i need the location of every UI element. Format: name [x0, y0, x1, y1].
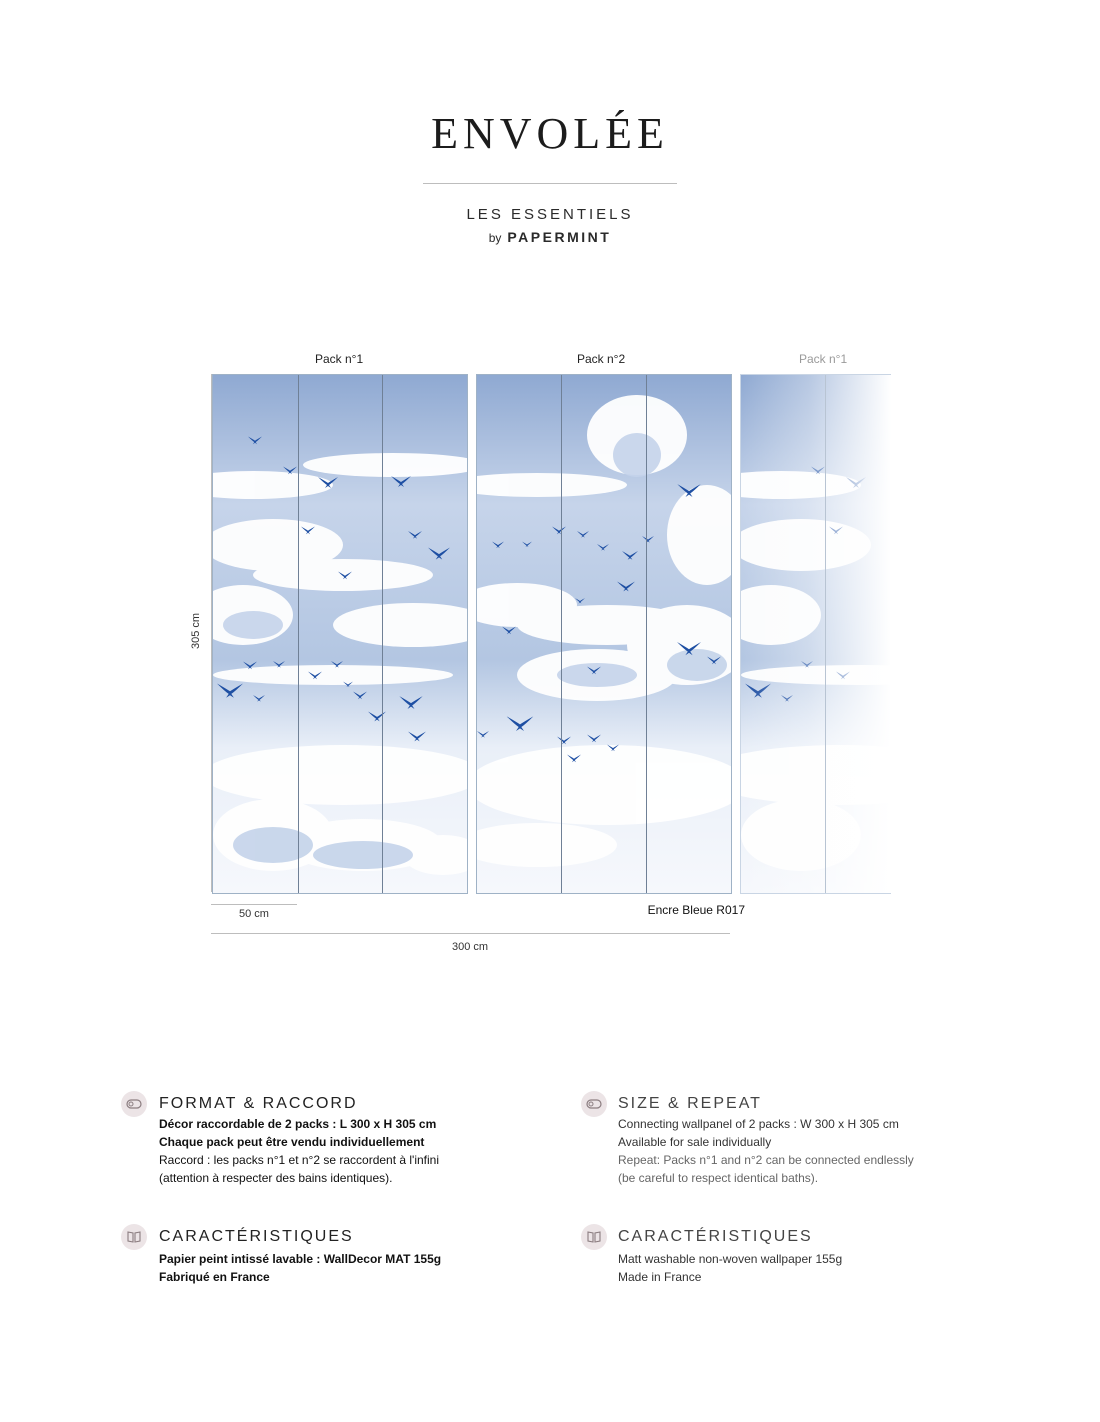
features-line-2: Fabriqué en France — [159, 1270, 270, 1284]
features-en-line-2: Made in France — [618, 1270, 702, 1284]
colorway-label: Encre Bleue R017 — [647, 903, 745, 917]
wallpaper-pack-1 — [212, 374, 468, 894]
byline-by: by — [488, 231, 502, 245]
roll-icon — [581, 1091, 607, 1117]
strip-divider — [298, 375, 299, 893]
brand-logo: PAPERMINT — [507, 229, 612, 245]
pack-label-3: Pack n°1 — [799, 352, 848, 366]
roll-icon — [121, 1091, 147, 1117]
features-heading: CARACTÉRISTIQUES — [159, 1228, 354, 1245]
size-line-1: Connecting wallpanel of 2 packs : W 300 x H 305 cm — [618, 1117, 899, 1131]
collection-name: LES ESSENTIELS — [466, 206, 634, 223]
strip-width-label: 50 cm — [239, 908, 269, 920]
size-line-4: (be careful to respect identical baths). — [618, 1171, 819, 1185]
format-line-3: Raccord : les packs n°1 et n°2 se raccordent à l'infini — [159, 1153, 440, 1167]
strip-divider — [382, 375, 383, 893]
format-heading: FORMAT & RACCORD — [159, 1095, 358, 1112]
pack-label-1: Pack n°1 — [315, 352, 364, 366]
book-icon — [581, 1224, 607, 1250]
features-heading-en: CARACTÉRISTIQUES — [618, 1228, 813, 1245]
format-line-4: (attention à respecter des bains identiques). — [159, 1171, 393, 1185]
brand-byline — [0, 229, 1100, 245]
page-title: ENVOLÉE — [431, 109, 669, 158]
format-line-1: Décor raccordable de 2 packs : L 300 x H 305 cm — [159, 1117, 437, 1131]
features-line-1: Papier peint intissé lavable : WallDecor MAT 155g — [159, 1252, 442, 1266]
strip-width-line — [211, 904, 297, 905]
title-divider — [423, 183, 677, 184]
strip-divider — [561, 375, 562, 893]
size-line-3: Repeat: Packs n°1 and n°2 can be connected endlessly — [618, 1153, 914, 1167]
height-label: 305 cm — [190, 612, 202, 650]
wallpaper-pack-1-repeat — [740, 374, 891, 894]
pack-label-2: Pack n°2 — [577, 352, 626, 366]
wallpaper-pack-2 — [476, 374, 732, 894]
height-dimension-line — [211, 374, 212, 892]
book-icon — [121, 1224, 147, 1250]
strip-divider — [825, 375, 826, 893]
size-repeat-heading: SIZE & REPEAT — [618, 1095, 762, 1112]
format-line-2: Chaque pack peut être vendu individuellement — [159, 1135, 425, 1149]
strip-divider — [646, 375, 647, 893]
size-line-2: Available for sale individually — [618, 1135, 772, 1149]
features-en-line-1: Matt washable non-woven wallpaper 155g — [618, 1252, 843, 1266]
total-width-line — [211, 933, 730, 934]
total-width-label: 300 cm — [452, 941, 489, 953]
